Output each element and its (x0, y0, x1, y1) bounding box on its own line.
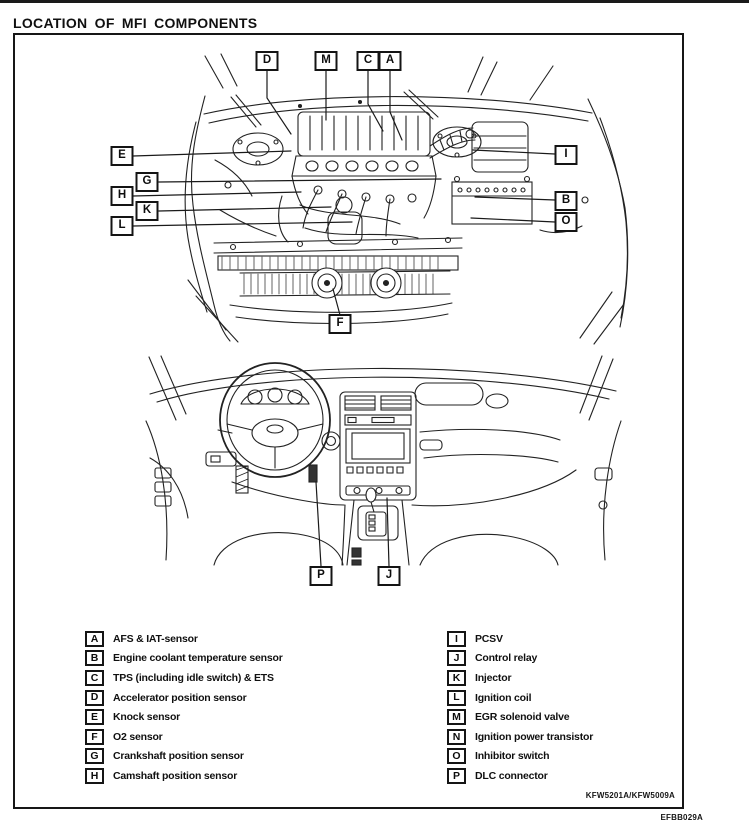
legend-key-A: A (85, 631, 104, 647)
callout-L: L (111, 216, 134, 236)
legend-key-C: C (85, 670, 104, 686)
legend-key-G: G (85, 748, 104, 764)
callout-P: P (310, 566, 333, 586)
legend-label: Injector (475, 671, 512, 684)
legend-label: EGR solenoid valve (475, 711, 570, 724)
legend-label: DLC connector (475, 769, 548, 782)
legend-label: TPS (including idle switch) & ETS (113, 671, 274, 684)
legend-key-D: D (85, 690, 104, 706)
callout-O: O (555, 212, 578, 232)
legend-column-right (447, 629, 593, 786)
legend-label: Accelerator position sensor (113, 691, 247, 704)
legend-item-K (447, 668, 593, 688)
legend-label: O2 sensor (113, 730, 163, 743)
legend-key-E: E (85, 709, 104, 725)
legend-item-E (85, 707, 283, 727)
callout-D: D (256, 51, 279, 71)
legend-item-M (447, 707, 593, 727)
legend-key-H: H (85, 768, 104, 784)
legend-label: Ignition power transistor (475, 730, 594, 743)
legend-key-M: M (447, 709, 466, 725)
legend-key-P: P (447, 768, 466, 784)
callout-C: C (357, 51, 380, 71)
legend-label: Knock sensor (113, 711, 181, 724)
legend-item-N (447, 727, 593, 747)
callout-G: G (136, 172, 159, 192)
callout-J: J (378, 566, 401, 586)
legend-item-D (85, 688, 283, 708)
legend-label: PCSV (475, 632, 503, 645)
legend-label: Control relay (475, 652, 538, 665)
legend-label: Camshaft position sensor (113, 769, 238, 782)
legend-key-K: K (447, 670, 466, 686)
legend-label: Inhibitor switch (475, 750, 550, 763)
page-title: LOCATION OF MFI COMPONENTS (13, 15, 258, 32)
callout-E: E (111, 146, 134, 166)
legend-key-B: B (85, 650, 104, 666)
legend-item-O (447, 747, 593, 767)
legend-key-O: O (447, 748, 466, 764)
legend-item-C (85, 668, 283, 688)
legend-key-L: L (447, 690, 466, 706)
legend-key-F: F (85, 729, 104, 745)
legend-key-J: J (447, 650, 466, 666)
legend-item-P (447, 766, 593, 786)
legend-key-I: I (447, 631, 466, 647)
callout-A: A (379, 51, 402, 71)
legend-item-J (447, 649, 593, 669)
callout-H: H (111, 186, 134, 206)
legend-item-B (85, 649, 283, 669)
callout-I: I (555, 145, 578, 165)
legend-column-left (85, 629, 283, 786)
legend-key-N: N (447, 729, 466, 745)
legend-item-G (85, 747, 283, 767)
legend-item-F (85, 727, 283, 747)
legend-item-A (85, 629, 283, 649)
figure-code: KFW5201A/KFW5009A (585, 791, 675, 800)
callout-B: B (555, 191, 578, 211)
legend-item-H (85, 766, 283, 786)
legend-label: AFS & IAT-sensor (113, 632, 198, 645)
legend-label: Engine coolant temperature sensor (113, 652, 283, 665)
page-code: EFBB029A (660, 813, 703, 822)
legend-label: Crankshaft position sensor (113, 750, 244, 763)
legend-item-I (447, 629, 593, 649)
callout-F: F (329, 314, 352, 334)
legend-item-L (447, 688, 593, 708)
page-top-rule (0, 0, 749, 3)
legend-label: Ignition coil (475, 691, 532, 704)
callout-M: M (315, 51, 338, 71)
callout-K: K (136, 201, 159, 221)
